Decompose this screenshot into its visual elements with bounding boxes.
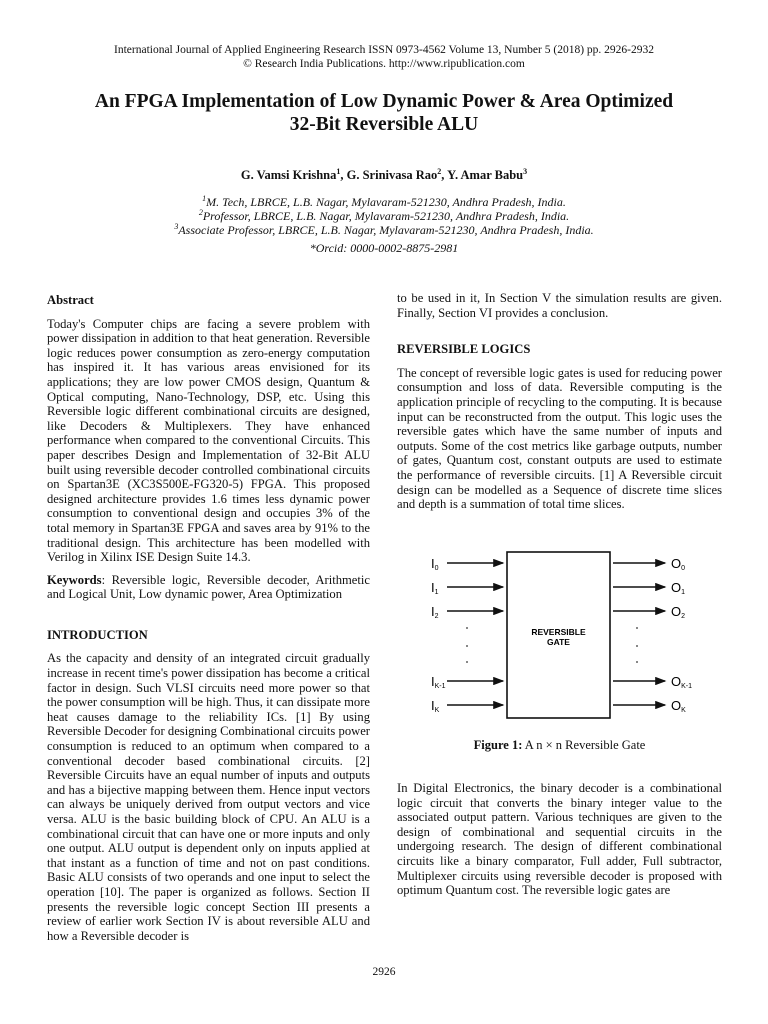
output-label: O1 [671,580,686,596]
title-line-2: 32-Bit Reversible ALU [289,114,479,135]
authors [0,168,768,183]
author-name: Y. Amar Babu [447,168,524,182]
output-label: OK [671,698,686,714]
affiliation [0,223,768,237]
aff-text: Professor, LBRCE, L.B. Nagar, Mylavaram-521230, Andhra Pradesh, India. [202,209,570,223]
introduction-heading: INTRODUCTION [47,627,148,642]
figure-1-reversible-gate [397,540,722,730]
right-column-bottom [397,781,722,898]
right-column-top [397,291,722,512]
output-label: O0 [671,556,686,572]
abstract-body: Today's Computer chips are facing a severe problem with power dissipation in addition to that heat generation. Reversible logic reduces power consumption as zero-energy computation has inspired it. It has various areas envisioned for its applications; they are low power CMOS design, Quantum & Optical computing, Nano-Technology, DSP, etc. Using this Reversible logic different combinational circuits are designed, like Decoders & Multiplexers. They have enhanced performance when compared to the conventional Circuits. This paper describes Design and Implementation of 32-Bit ALU built using reversible decoder controlled combinational circuits on Spartan3E (XC3S500E-FG320-5) FPGA. This proposed designed architecture provides 1.6 times less dynamic power consumption to conventional design and occupies 3% of the total memory in Spartan3E FPGA and saves area by 91% to the traditional design. This architecture has been modelled with Verilog in Xilinx ISE Design Suite 14.3. [47,316,370,565]
introduction-body: As the capacity and density of an integrated circuit gradually increase in recent time's power dissipation has become a critical factor in design. Such VLSI circuits need more power so that the power consumption will be high. Thus, it can dissipate more heat causes damage to the reliability ICs. [1] By using Reversible Decoder for designing Combinational circuits power consumption is reduced to an optimum when compared to a conventional decoder based combinational circuits. [2] Reversible Circuits have an equal number of inputs and outputs and has a bijective mapping between them. Hence input vectors can always be uniquely derived from output vectors and vice versa. ALU is the basic building block of CPU. An ALU is a combinational circuit that can have one or more inputs and only one output. ALU output is dependent only on inputs applied at that instant as a function of time and not on past conditions. Basic ALU consists of two operands and one input to select the operation [10]. The paper is organized as follows. Section II presents the reversible logic concept Section III presents a review of earlier work Section IV is about reversible ALU and how a Reversible decoder is [47,651,370,943]
digital-electronics-paragraph: In Digital Electronics, the binary decoder is a combinational logic circuit that converts the binary integer value to the associated output pattern. Various techniques are given to the design of combinational and sequential circuits in the undergoing research. The design of different combinational circuits like a binary comparator, Full adder, Full subtractor, Multiplexer circuits using reversible decoder is proposed with optimum Quantum cost. The reversible logic gates are [397,781,722,898]
author-name: G. Srinivasa Rao [346,168,438,182]
affiliation [0,195,768,209]
gate-label-2: GATE [547,637,570,647]
author-sep: , [441,168,448,182]
author-sup: 1 [336,166,341,176]
keywords-text: : Reversible logic, Reversible decoder, Arithmetic and Logical Unit, Low dynamic power, Area Optimization [47,572,370,602]
title-line-1: An FPGA Implementation of Low Dynamic Power & Area Optimized [94,91,674,112]
caption-label: Figure 1: [473,738,523,752]
input-label: I1 [431,580,439,596]
gate-label-1: REVERSIBLE [531,627,586,637]
input-label: I0 [431,556,439,572]
page-number: 2926 [372,966,396,978]
author-sup: 3 [523,166,528,176]
affiliations [0,195,768,255]
aff-sup: 3 [174,222,179,231]
intro-continuation: to be used in it, In Section V the simulation results are given. Finally, Section VI provides a conclusion. [397,291,722,320]
aff-text: Associate Professor, LBRCE, L.B. Nagar, Mylavaram-521230, Andhra Pradesh, India. [178,223,594,237]
left-column [47,293,370,943]
input-label: I2 [431,604,439,620]
reversible-logics-body: The concept of reversible logic gates is used for reducing power consumption and loss of data. Reversible computing is the application principle of recycling to the computing. It is because input can be reconstructed from the output. This logic uses the reversible gates which have the same number of inputs and outputs. Some of the cost metrics like garbage outputs, number of gates, Quantum cost, constant outputs are used to estimate the performance of reversible circuits. [1] A Reversible circuit design can be modelled as a Sequence of discrete time slices and depth is a summation of total time slices. [397,365,722,512]
aff-sup: 1 [202,194,207,203]
output-label: O2 [671,604,686,620]
aff-sup: 2 [198,208,203,217]
affiliation [0,209,768,223]
keywords-label: Keywords [47,572,102,587]
aff-text: M. Tech, LBRCE, L.B. Nagar, Mylavaram-521230, Andhra Pradesh, India. [206,195,566,209]
paper-title [40,90,728,136]
keywords [47,573,370,602]
journal-header: International Journal of Applied Engineering Research ISSN 0973-4562 Volume 13, Number 5 (2018) pp. 2926-2932 [114,44,654,56]
publisher-line: © Research India Publications. http://www.ripublication.com [243,58,525,70]
reversible-logics-heading: REVERSIBLE LOGICS [397,342,531,357]
author-name: G. Vamsi Krishna [240,168,337,182]
input-label: IK [431,698,440,714]
output-label: OK-1 [671,674,693,690]
figure-1-caption [397,738,722,753]
caption-text: A n × n Reversible Gate [522,738,646,752]
input-label: IK-1 [431,674,446,690]
author-sep: , [340,168,347,182]
author-sup: 2 [437,166,442,176]
abstract-heading: Abstract [47,293,94,307]
orcid: *Orcid: 0000-0002-8875-2981 [309,241,459,255]
